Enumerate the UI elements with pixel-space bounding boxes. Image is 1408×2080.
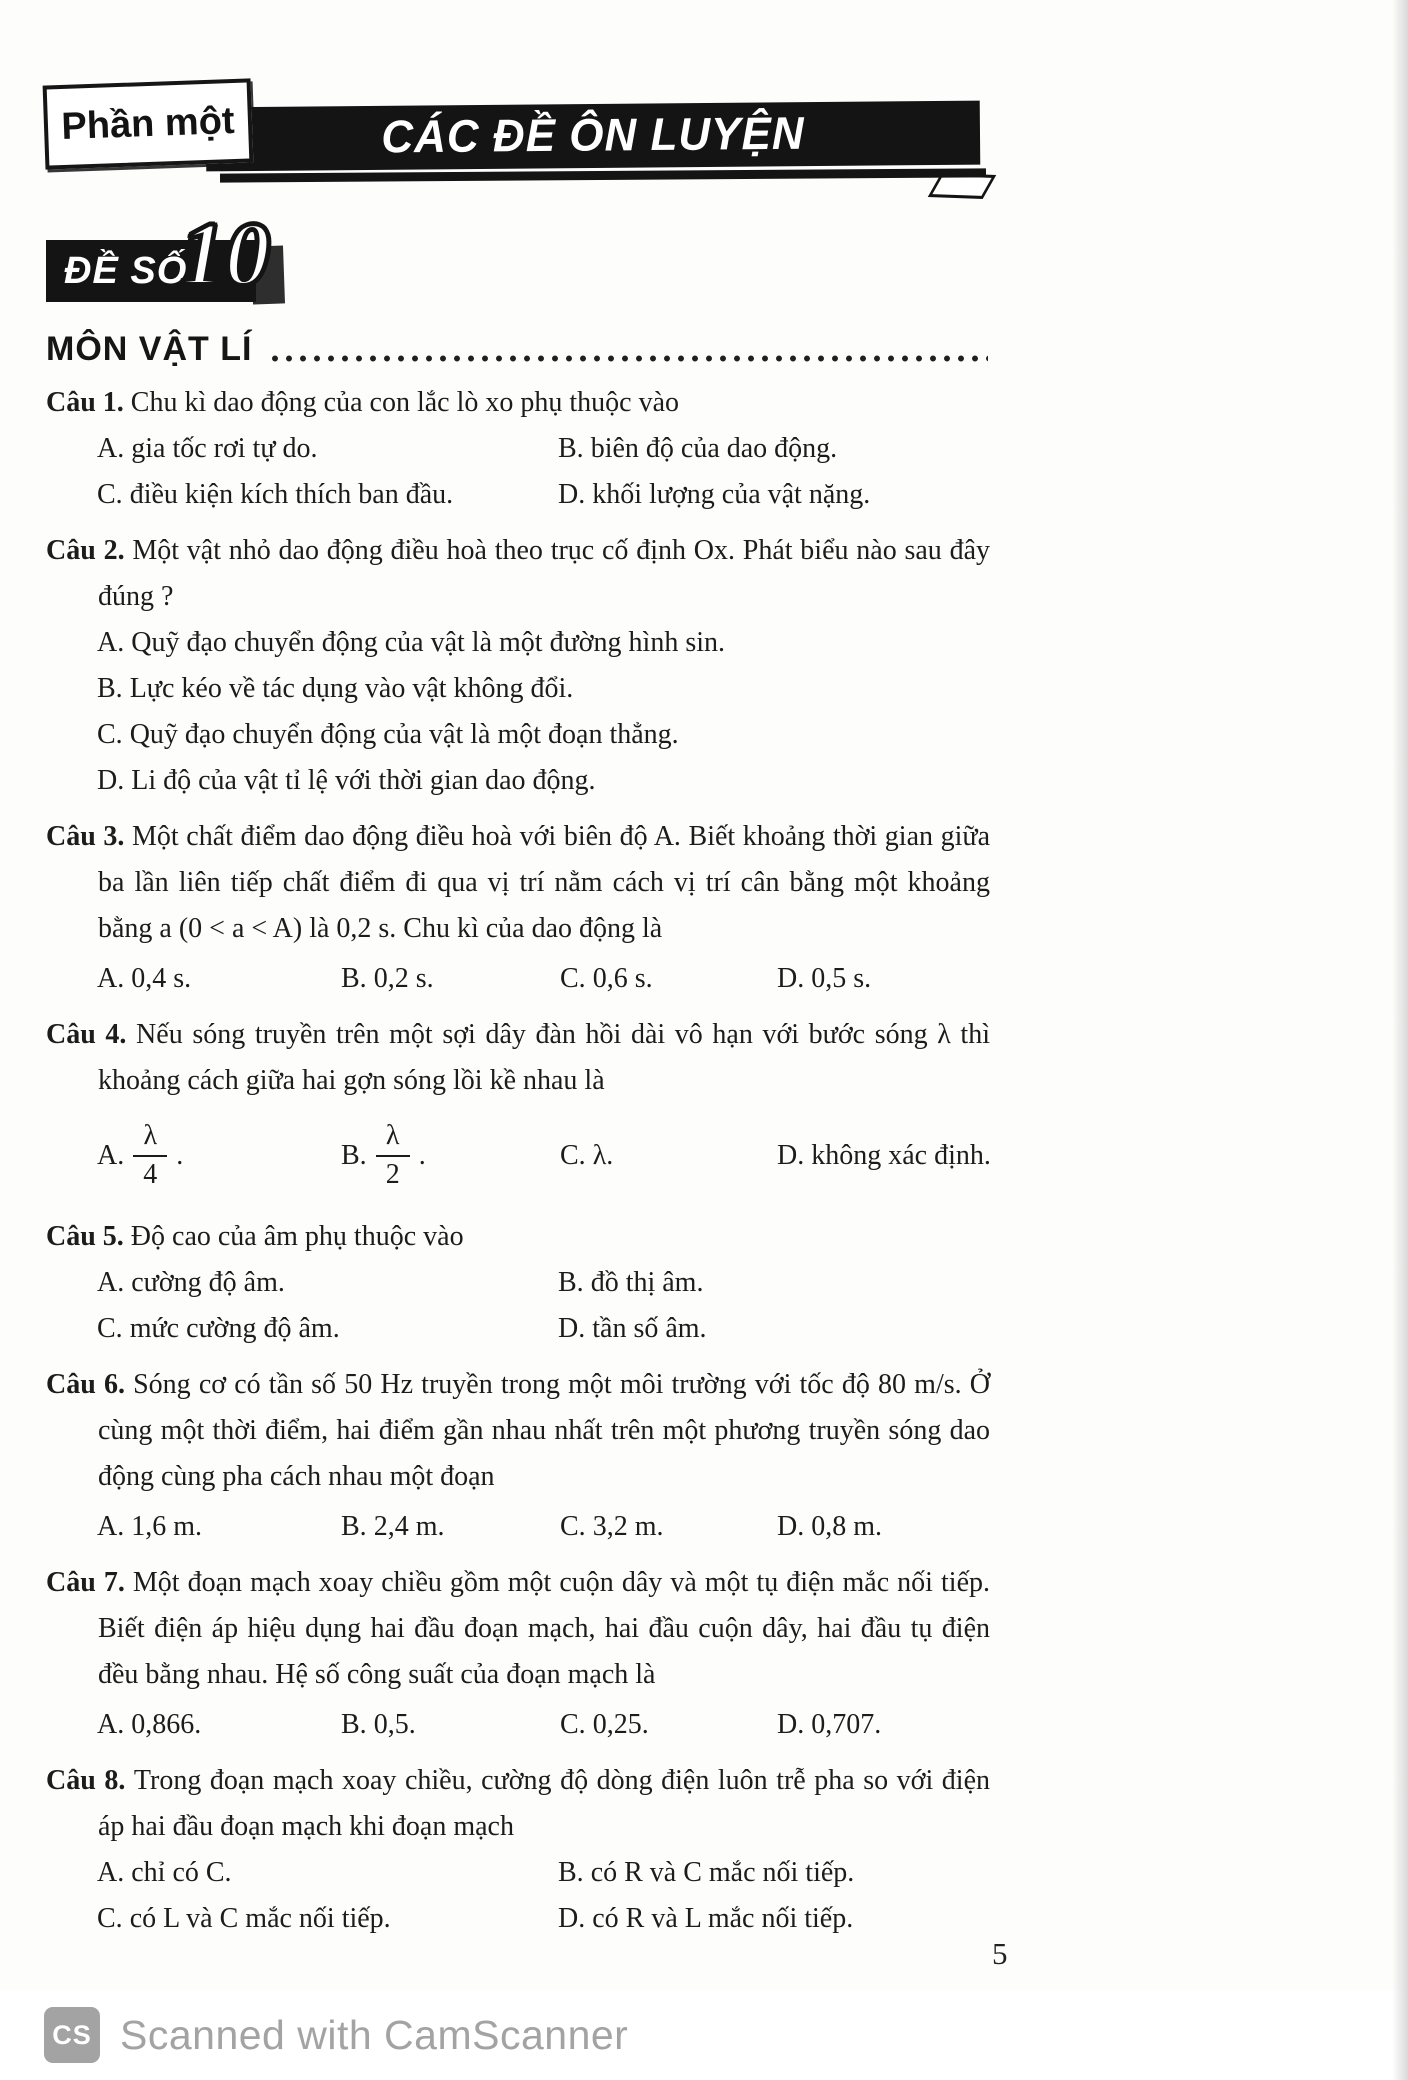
camscanner-text: Scanned with CamScanner — [120, 2011, 629, 2058]
option-C: C. có L và C mắc nối tiếp. — [97, 1903, 391, 1934]
question-text: Câu 8. Trong đoạn mạch xoay chiều, cường độ dòng điện luôn trễ pha so với điện áp hai đầu đoạn mạch khi đoạn mạch — [46, 1765, 990, 1842]
option-A: A. 1,6 m. — [97, 1511, 203, 1542]
option-C: C. Quỹ đạo chuyển động của vật là một đoạn thẳng. — [97, 719, 679, 750]
option-D: D. không xác định. — [777, 1140, 991, 1172]
question-options — [46, 1850, 990, 1942]
question-options — [46, 1108, 990, 1204]
question-text: Câu 7. Một đoạn mạch xoay chiều gồm một cuộn dây và một tụ điện mắc nối tiếp. Biết điện áp hiệu dụng hai đầu đoạn mạch, hai đầu cuộn dây, hai đầu tụ điện đều bằng nhau. Hệ số công suất của đoạn mạch là — [46, 1567, 990, 1690]
option-key: A. — [97, 1140, 125, 1172]
part-label: Phần một — [60, 99, 236, 148]
option-key: C. — [97, 1313, 123, 1344]
option-key: A. — [97, 1267, 125, 1298]
option-key: A. — [97, 963, 125, 994]
fraction-numerator: λ — [385, 1120, 400, 1152]
question-label: Câu 2. — [46, 535, 125, 566]
option-key: D. — [777, 1709, 805, 1740]
option-D: D. 0,707. — [777, 1709, 882, 1740]
option-B: B. Lực kéo về tác dụng vào vật không đổi. — [97, 673, 574, 704]
option-C: C. 3,2 m. — [560, 1511, 664, 1542]
option-B: B. biên độ của dao động. — [558, 433, 838, 464]
option-key: B. — [341, 1709, 367, 1740]
option-C: C. λ. — [560, 1140, 614, 1172]
fraction-denominator: 2 — [376, 1155, 410, 1191]
option-B: B. đồ thị âm. — [558, 1267, 704, 1298]
subject-heading: MÔN VẬT LÍ — [46, 329, 253, 369]
option-D: D. 0,8 m. — [777, 1511, 883, 1542]
question-options — [46, 956, 990, 1002]
camscanner-logo-icon: CS — [44, 2007, 100, 2063]
question-options — [46, 1504, 990, 1550]
banner-title: CÁC ĐỀ ÔN LUYỆN — [381, 108, 805, 163]
option-A: A. 0,4 s. — [97, 963, 192, 994]
fraction — [133, 1121, 167, 1191]
option-A: A. cường độ âm. — [97, 1267, 285, 1298]
option-key: C. — [97, 719, 123, 750]
option-key: B. — [341, 963, 367, 994]
question-options — [46, 620, 990, 804]
option-key: A. — [97, 1709, 125, 1740]
camscanner-footer — [0, 1990, 1408, 2080]
option-key: C. — [97, 479, 123, 510]
option-D: D. 0,5 s. — [777, 963, 872, 994]
part-label-box — [43, 78, 254, 169]
option-key: D. — [558, 1903, 586, 1934]
question-label: Câu 1. — [46, 387, 124, 418]
question-options — [46, 1702, 990, 1748]
option-key: A. — [97, 433, 125, 464]
option-D: D. Li độ của vật tỉ lệ với thời gian dao động. — [97, 765, 596, 796]
question-options — [46, 1260, 990, 1352]
option-key: C. — [560, 1709, 586, 1740]
question-text: Câu 1. Chu kì dao động của con lắc lò xo phụ thuộc vào — [46, 387, 680, 418]
question-text: Câu 5. Độ cao của âm phụ thuộc vào — [46, 1221, 464, 1252]
option-key: B. — [558, 1857, 584, 1888]
option-key: D. — [777, 963, 805, 994]
banner — [206, 101, 981, 172]
question-5 — [46, 1214, 990, 1352]
question-8 — [46, 1758, 990, 1942]
option-C: C. 0,6 s. — [560, 963, 653, 994]
option-A: A. Quỹ đạo chuyển động của vật là một đường hình sin. — [97, 627, 726, 658]
question-label: Câu 6. — [46, 1369, 125, 1400]
option-B: B. $\frac{\lambda}{2}$ . — [341, 1120, 426, 1190]
option-B: B. 0,5. — [341, 1709, 416, 1740]
question-text: Câu 3. Một chất điểm dao động điều hoà với biên độ A. Biết khoảng thời gian giữa ba lần liên tiếp chất điểm đi qua vị trí nằm cách vị trí cân bằng một khoảng bằng a (0 < a < A) là 0,2 s. Chu kì của dao động là — [46, 821, 990, 944]
question-3 — [46, 814, 990, 1002]
option-D: D. có R và L mắc nối tiếp. — [558, 1903, 854, 1934]
option-B: B. có R và C mắc nối tiếp. — [558, 1857, 855, 1888]
option-key: D. — [777, 1140, 805, 1172]
option-B: B. 2,4 m. — [341, 1511, 445, 1542]
question-text: Câu 6. Sóng cơ có tần số 50 Hz truyền trong một môi trường với tốc độ 80 m/s. Ở cùng một thời điểm, hai điểm gần nhau nhất trên một phương truyền sóng dao động cùng pha cách nhau một đoạn — [46, 1369, 990, 1492]
question-label: Câu 3. — [46, 821, 125, 852]
option-key: C. — [560, 963, 586, 994]
option-B: B. 0,2 s. — [341, 963, 434, 994]
question-label: Câu 7. — [46, 1567, 125, 1598]
option-key: B. — [97, 673, 123, 704]
banner-underline — [220, 168, 986, 182]
option-key: D. — [777, 1511, 805, 1542]
question-7 — [46, 1560, 990, 1748]
option-A: A. chỉ có C. — [97, 1857, 232, 1888]
fraction-denominator: 4 — [133, 1155, 167, 1191]
option-D: D. khối lượng của vật nặng. — [558, 479, 871, 510]
option-A: A. $\frac{\lambda}{4}$ . — [97, 1120, 184, 1190]
option-key: B. — [558, 433, 584, 464]
option-A: A. gia tốc rơi tự do. — [97, 433, 318, 464]
option-key: A. — [97, 1857, 125, 1888]
option-C: C. điều kiện kích thích ban đầu. — [97, 479, 454, 510]
option-key: D. — [558, 479, 586, 510]
question-label: Câu 4. — [46, 1019, 127, 1050]
question-2 — [46, 528, 990, 804]
dotted-leader — [268, 355, 988, 362]
option-key: B. — [558, 1267, 584, 1298]
option-C: C. 0,25. — [560, 1709, 649, 1740]
question-6 — [46, 1362, 990, 1550]
option-key: B. — [341, 1140, 367, 1172]
fraction — [376, 1121, 410, 1191]
subject-row — [46, 330, 988, 369]
test-label: ĐỀ SỐ — [64, 249, 188, 292]
question-text: Câu 4. Nếu sóng truyền trên một sợi dây đàn hồi dài vô hạn với bước sóng λ thì khoảng cách giữa hai gợn sóng lồi kề nhau là — [46, 1019, 990, 1096]
option-A: A. 0,866. — [97, 1709, 202, 1740]
questions-list — [46, 380, 990, 1952]
option-key: B. — [341, 1511, 367, 1542]
option-key: C. — [97, 1903, 123, 1934]
test-number: 10 — [180, 205, 270, 304]
question-label: Câu 8. — [46, 1765, 126, 1796]
option-C: C. mức cường độ âm. — [97, 1313, 340, 1344]
question-label: Câu 5. — [46, 1221, 124, 1252]
question-4 — [46, 1012, 990, 1204]
option-key: D. — [558, 1313, 586, 1344]
fraction-numerator: λ — [143, 1120, 158, 1152]
option-key: D. — [97, 765, 125, 796]
option-key: C. — [560, 1140, 586, 1172]
question-options — [46, 426, 990, 518]
page-number: 5 — [992, 1936, 1008, 1971]
option-key: A. — [97, 627, 125, 658]
question-text: Câu 2. Một vật nhỏ dao động điều hoà theo trục cố định Ox. Phát biểu nào sau đây đúng ? — [46, 535, 991, 612]
option-key: C. — [560, 1511, 586, 1542]
option-key: A. — [97, 1511, 125, 1542]
question-1 — [46, 380, 990, 518]
option-D: D. tần số âm. — [558, 1313, 707, 1344]
